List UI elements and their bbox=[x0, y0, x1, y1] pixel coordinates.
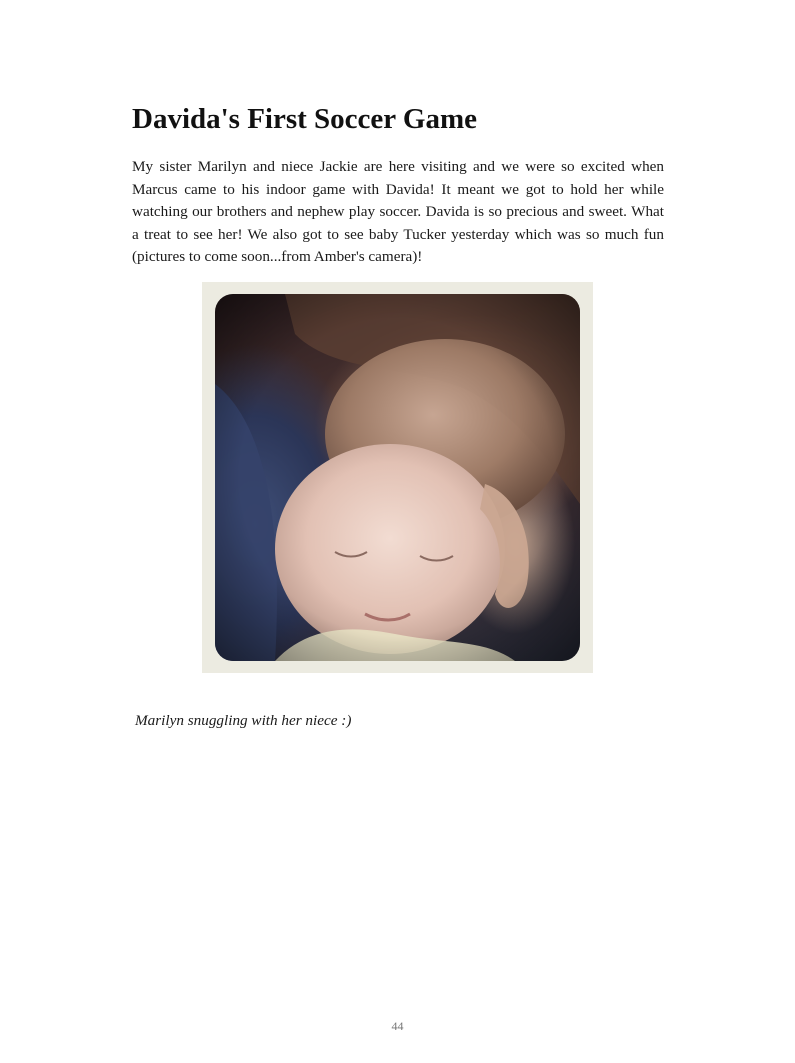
baby-photo bbox=[215, 294, 580, 661]
photo-caption: Marilyn snuggling with her niece :) bbox=[135, 712, 352, 729]
page-number: 44 bbox=[391, 1019, 404, 1033]
body-paragraph: My sister Marilyn and niece Jackie are here visiting and we were so excited when Marcus came to his indoor game with Davida! It meant we got to hold her while watching our brothers and nephew play soccer. Davida is so precious and sweet. What a treat to see her! We also got to see baby Tucker yesterday which was so much fun (pictures to come soon...from Amber's camera)! bbox=[132, 158, 664, 265]
photo-illustration bbox=[215, 294, 580, 661]
photo-frame bbox=[202, 282, 593, 673]
page-title: Davida's First Soccer Game bbox=[132, 103, 477, 135]
